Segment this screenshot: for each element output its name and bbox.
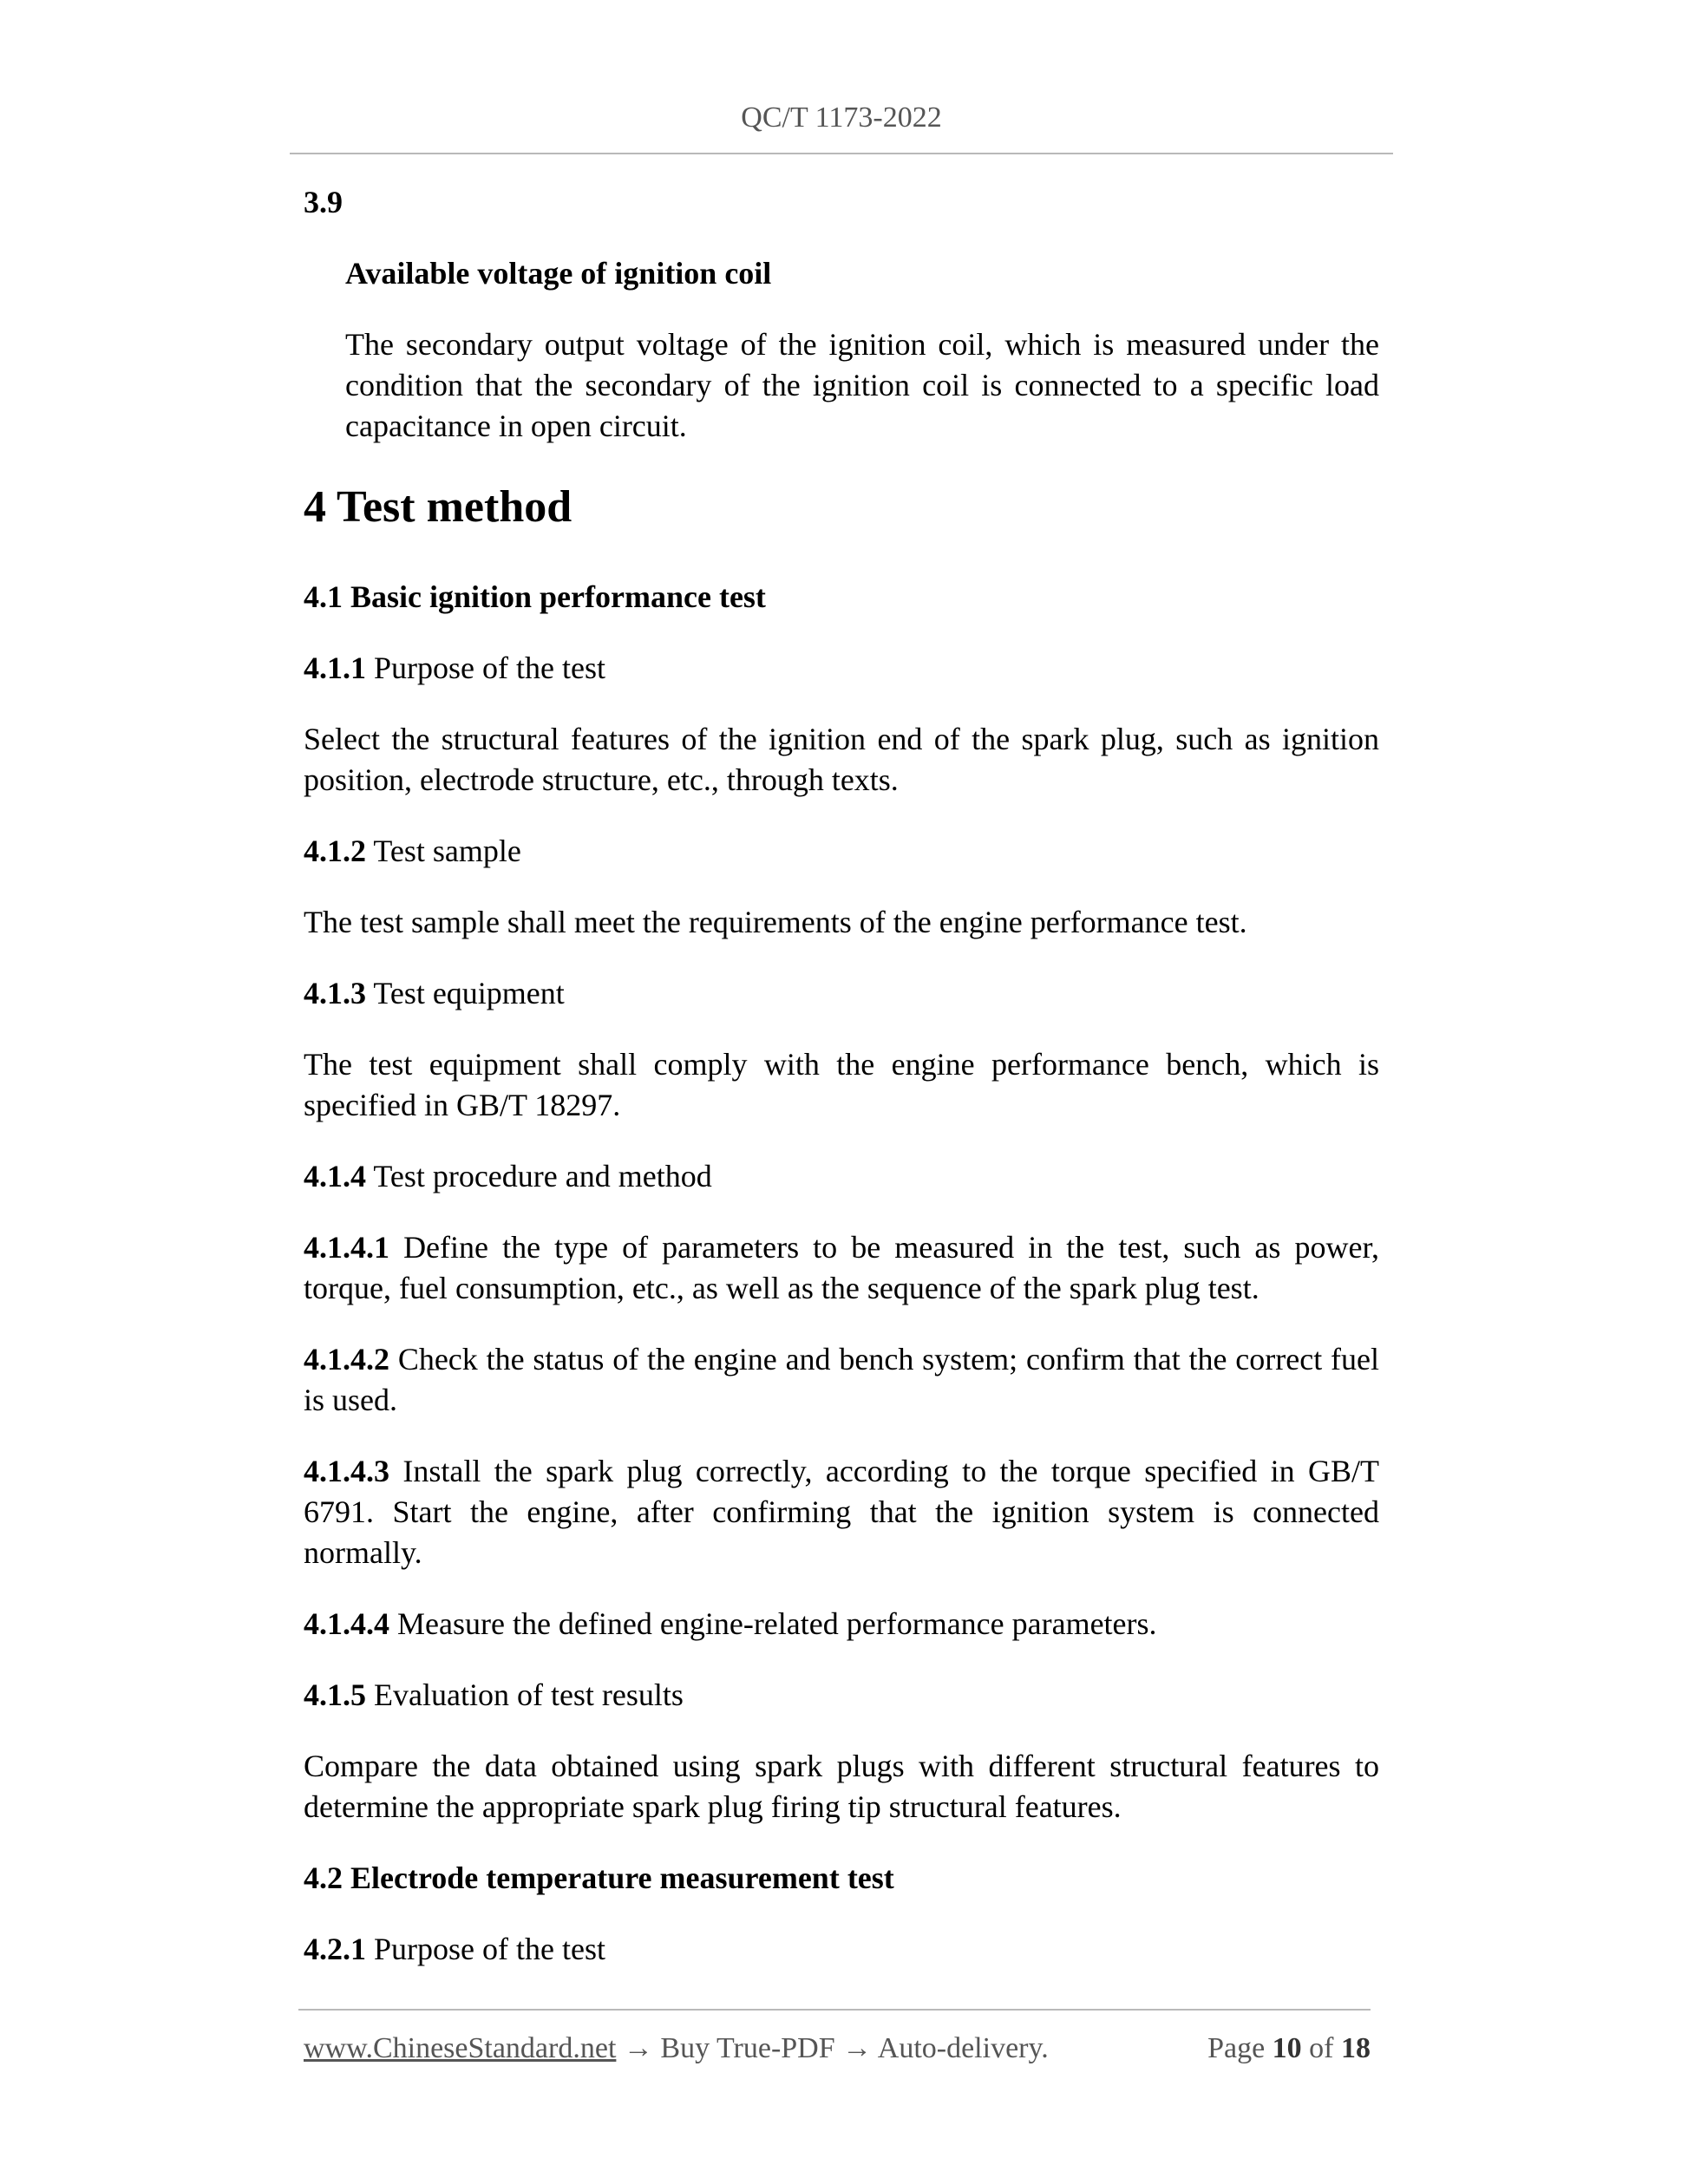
footer-promo [304, 2028, 1049, 2070]
site-link[interactable]: www.ChineseStandard.net [304, 2032, 617, 2064]
section-4-1-4-heading: 4.1.4 Test procedure and method [304, 1159, 712, 1193]
term-definition: The secondary output voltage of the ignition coil, which is measured under the condition that the secondary of the ignition coil is connected to a specific load capacitance in open circuit. [345, 327, 1379, 443]
section-4-1-5-text: Compare the data obtained using spark plugs with different structural features to determine the appropriate spark plug firing tip structural features. [304, 1749, 1379, 1824]
footer-divider [298, 2009, 1371, 2011]
term-title: Available voltage of ignition coil [345, 256, 772, 291]
arrow-right-icon: → [623, 2032, 653, 2064]
page-label: Page [1207, 2032, 1266, 2064]
section-4-1-5-heading: 4.1.5 Evaluation of test results [304, 1677, 684, 1712]
section-4-1-3-heading: 4.1.3 Test equipment [304, 976, 565, 1010]
header-divider [290, 153, 1393, 154]
standard-code: QC/T 1173-2022 [741, 101, 942, 134]
page-current: 10 [1272, 2032, 1302, 2064]
section-4-1-3-text: The test equipment shall comply with the engine performance bench, which is specified in GB/T 18297. [304, 1047, 1379, 1122]
section-4-1-heading: 4.1 Basic ignition performance test [304, 579, 766, 614]
term-number: 3.9 [304, 185, 343, 219]
document-body [304, 182, 1379, 2000]
section-4-1-4-1: 4.1.4.1 Define the type of parameters to be measured in the test, such as power, torque, fuel consumption, etc., as well as the sequence of the spark plug test. [304, 1230, 1379, 1305]
section-4-1-4-2: 4.1.4.2 Check the status of the engine and bench system; confirm that the correct fuel is used. [304, 1342, 1379, 1417]
section-4-1-2-text: The test sample shall meet the requirements of the engine performance test. [304, 905, 1247, 939]
of-label: of [1309, 2032, 1334, 2064]
auto-delivery-text: Auto-delivery. [877, 2032, 1049, 2064]
section-4-2-1-heading: 4.2.1 Purpose of the test [304, 1932, 605, 1966]
section-4-1-4-3: 4.1.4.3 Install the spark plug correctly, according to the torque specified in GB/T 6791. Start the engine, after confirming that the ignition system is connected normally. [304, 1454, 1379, 1570]
section-4-2-heading: 4.2 Electrode temperature measurement test [304, 1860, 894, 1895]
section-4-1-1-text: Select the structural features of the ignition end of the spark plug, such as ignition position, electrode structure, etc., through texts. [304, 722, 1379, 797]
section-4-1-2-heading: 4.1.2 Test sample [304, 834, 521, 868]
page-header [290, 97, 1393, 139]
arrow-right-icon: → [842, 2032, 873, 2064]
section-4-1-4-4: 4.1.4.4 Measure the defined engine-related performance parameters. [304, 1606, 1157, 1641]
page-number [1207, 2028, 1371, 2070]
page-total: 18 [1341, 2032, 1371, 2064]
buy-pdf-text: Buy True-PDF [660, 2032, 835, 2064]
chapter-title: 4 Test method [304, 482, 572, 532]
section-4-1-1-heading: 4.1.1 Purpose of the test [304, 651, 605, 685]
